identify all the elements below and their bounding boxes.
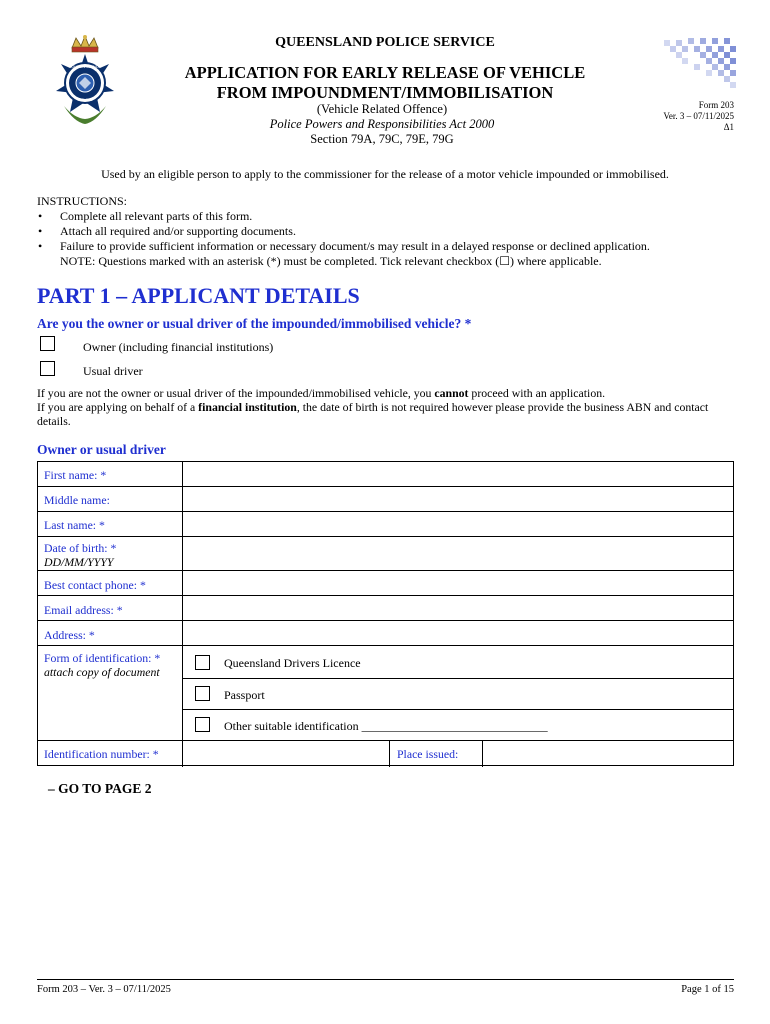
dob-format-hint: DD/MM/YYYY: [44, 555, 114, 569]
footer-divider: [37, 979, 734, 980]
form-sections: Section 79A, 79C, 79E, 79G: [310, 132, 454, 146]
qld-licence-checkbox[interactable]: [195, 655, 210, 670]
phone-field[interactable]: [183, 572, 733, 594]
first-name-field[interactable]: [183, 463, 733, 485]
first-name-label: First name: *: [44, 468, 107, 482]
dob-label: Date of birth: * DD/MM/YYYY: [44, 541, 117, 569]
eligibility-note: If you are not the owner or usual driver of the impounded/immobilised vehicle, you cannot proceed with an application. If you are applying on behalf of a financial institution, the date of birth is not required however please provide the business ABN and contact details.: [37, 386, 709, 428]
dob-field[interactable]: [183, 538, 733, 569]
agency-name: QUEENSLAND POLICE SERVICE: [275, 35, 495, 50]
middle-name-label: Middle name:: [44, 493, 110, 507]
place-issued-label: Place issued:: [397, 747, 459, 761]
instructions-heading: INSTRUCTIONS:: [37, 194, 128, 208]
footer-page-number: Page 1 of 15: [681, 984, 734, 995]
instruction-item: • Attach all required and/or supporting documents.: [38, 224, 296, 238]
email-label: Email address: *: [44, 603, 123, 617]
instruction-item: • Complete all relevant parts of this form.: [38, 209, 253, 223]
crest-text-police: POLICE: [77, 97, 93, 102]
address-label: Address: *: [44, 628, 95, 642]
intro-text: Used by an eligible person to apply to the commissioner for the release of a motor vehicle impounded or immobilised.: [101, 167, 669, 181]
crest-text-queensland: QUEENSLAND: [71, 64, 99, 69]
form-title-line2: FROM IMPOUNDMENT/IMMOBILISATION: [216, 83, 554, 102]
owner-checkbox[interactable]: [40, 336, 55, 351]
phone-label: Best contact phone: *: [44, 578, 146, 592]
last-name-label: Last name: *: [44, 518, 105, 532]
address-field[interactable]: [183, 622, 733, 644]
owner-details-table: [37, 461, 734, 766]
last-name-field[interactable]: [183, 513, 733, 535]
email-field[interactable]: [183, 597, 733, 619]
form-number: Form 203: [698, 100, 734, 110]
instruction-item: • Failure to provide sufficient information or necessary document/s may result in a delayed response or declined application.: [38, 239, 650, 253]
footer-form-version: Form 203 – Ver. 3 – 07/11/2025: [37, 984, 171, 995]
place-issued-field[interactable]: [483, 742, 733, 766]
form-code: Δ1: [723, 122, 734, 132]
instructions: [37, 194, 737, 269]
go-to-page-2: – GO TO PAGE 2: [48, 781, 152, 796]
id-form-label: Form of identification: * attach copy of document: [44, 651, 161, 679]
form-subtitle: (Vehicle Related Offence): [316, 102, 448, 116]
form-meta: [624, 100, 734, 133]
instruction-note: NOTE: Questions marked with an asterisk (*) must be completed. Tick relevant checkbox (☐) where applicable.: [60, 254, 602, 268]
owner-section-title: Owner or usual driver: [37, 442, 166, 457]
passport-label: Passport: [224, 688, 265, 702]
form-title-line1: APPLICATION FOR EARLY RELEASE OF VEHICLE: [184, 63, 586, 82]
form-version: Ver. 3 – 07/11/2025: [663, 111, 734, 121]
usual-driver-option-label: Usual driver: [83, 364, 143, 378]
id-number-label: Identification number: *: [44, 747, 159, 761]
owner-option-label: Owner (including financial institutions): [83, 340, 274, 354]
passport-checkbox[interactable]: [195, 686, 210, 701]
other-id-checkbox[interactable]: [195, 717, 210, 732]
id-attach-hint: attach copy of document: [44, 665, 160, 679]
owner-driver-question: Are you the owner or usual driver of the impounded/immobilised vehicle? *: [37, 316, 472, 331]
part1-heading: PART 1 – APPLICANT DETAILS: [37, 283, 360, 308]
usual-driver-checkbox[interactable]: [40, 361, 55, 376]
middle-name-field[interactable]: [183, 488, 733, 510]
form-act: Police Powers and Responsibilities Act 2000: [269, 117, 495, 131]
qld-licence-label: Queensland Drivers Licence: [224, 656, 361, 670]
other-id-label: Other suitable identification _______________________________: [224, 719, 548, 733]
id-number-field[interactable]: [183, 742, 388, 766]
